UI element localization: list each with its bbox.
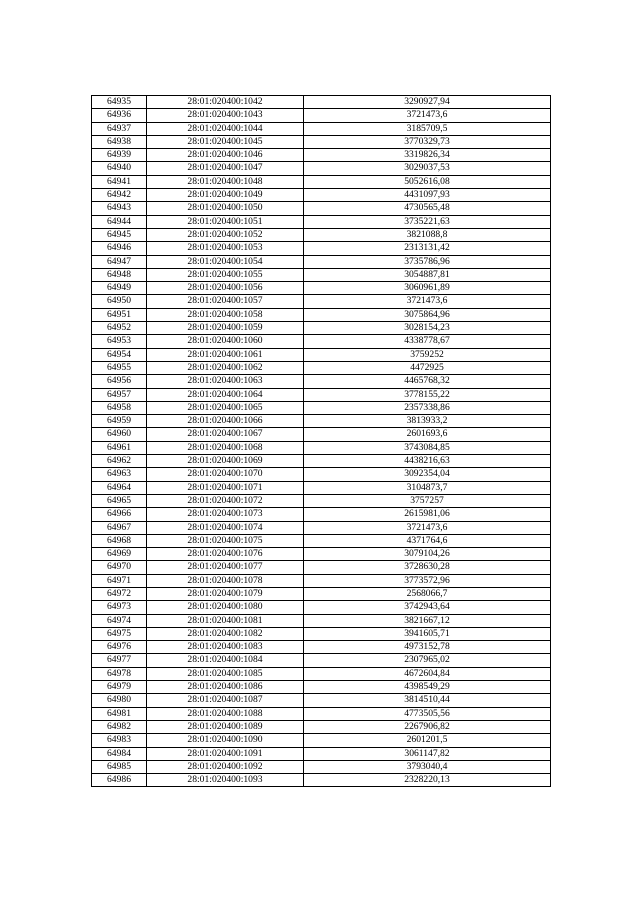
table-row [92, 468, 551, 481]
cadastral-number-cell: 28:01:020400:1052 [147, 228, 304, 241]
cadastral-number-cell: 28:01:020400:1053 [147, 242, 304, 255]
cadastral-value-cell: 4371764,6 [304, 534, 551, 547]
table-row [92, 268, 551, 281]
cadastral-number-cell: 28:01:020400:1084 [147, 654, 304, 667]
cadastral-value-cell: 2313131,42 [304, 242, 551, 255]
cadastral-number-cell: 28:01:020400:1062 [147, 361, 304, 374]
table-row [92, 415, 551, 428]
table-row [92, 614, 551, 627]
row-number-cell: 64948 [92, 268, 147, 281]
row-number-cell: 64935 [92, 96, 147, 109]
row-number-cell: 64969 [92, 548, 147, 561]
cadastral-number-cell: 28:01:020400:1089 [147, 720, 304, 733]
row-number-cell: 64983 [92, 734, 147, 747]
table-row [92, 548, 551, 561]
row-number-cell: 64951 [92, 308, 147, 321]
cadastral-number-cell: 28:01:020400:1051 [147, 215, 304, 228]
table-row [92, 282, 551, 295]
cadastral-number-cell: 28:01:020400:1076 [147, 548, 304, 561]
table-row [92, 720, 551, 733]
table-row [92, 215, 551, 228]
cadastral-number-cell: 28:01:020400:1056 [147, 282, 304, 295]
cadastral-value-cell: 3813933,2 [304, 415, 551, 428]
cadastral-value-cell: 3743084,85 [304, 441, 551, 454]
cadastral-value-cell: 3793040,4 [304, 760, 551, 773]
cadastral-value-cell: 4338778,67 [304, 335, 551, 348]
table-row [92, 747, 551, 760]
row-number-cell: 64955 [92, 361, 147, 374]
cadastral-value-cell: 3319826,34 [304, 149, 551, 162]
cadastral-number-cell: 28:01:020400:1044 [147, 122, 304, 135]
cadastral-value-cell: 3735221,63 [304, 215, 551, 228]
row-number-cell: 64982 [92, 720, 147, 733]
row-number-cell: 64972 [92, 587, 147, 600]
cadastral-number-cell: 28:01:020400:1064 [147, 388, 304, 401]
row-number-cell: 64952 [92, 322, 147, 335]
row-number-cell: 64945 [92, 228, 147, 241]
row-number-cell: 64976 [92, 641, 147, 654]
row-number-cell: 64975 [92, 627, 147, 640]
cadastral-number-cell: 28:01:020400:1065 [147, 401, 304, 414]
cadastral-value-cell: 3079104,26 [304, 548, 551, 561]
row-number-cell: 64979 [92, 681, 147, 694]
row-number-cell: 64970 [92, 561, 147, 574]
row-number-cell: 64985 [92, 760, 147, 773]
cadastral-number-cell: 28:01:020400:1082 [147, 627, 304, 640]
cadastral-value-cell: 4398549,29 [304, 681, 551, 694]
row-number-cell: 64959 [92, 415, 147, 428]
cadastral-number-cell: 28:01:020400:1055 [147, 268, 304, 281]
cadastral-value-cell: 3728630,28 [304, 561, 551, 574]
cadastral-value-cell: 3735786,96 [304, 255, 551, 268]
table-row [92, 627, 551, 640]
row-number-cell: 64953 [92, 335, 147, 348]
table-row [92, 455, 551, 468]
cadastral-value-cell: 2615981,06 [304, 508, 551, 521]
row-number-cell: 64964 [92, 481, 147, 494]
table-row [92, 189, 551, 202]
row-number-cell: 64949 [92, 282, 147, 295]
cadastral-number-cell: 28:01:020400:1067 [147, 428, 304, 441]
table-row [92, 561, 551, 574]
cadastral-number-cell: 28:01:020400:1058 [147, 308, 304, 321]
table-row [92, 641, 551, 654]
cadastral-value-cell: 3814510,44 [304, 694, 551, 707]
row-number-cell: 64946 [92, 242, 147, 255]
row-number-cell: 64962 [92, 455, 147, 468]
row-number-cell: 64939 [92, 149, 147, 162]
table-row [92, 348, 551, 361]
cadastral-value-cell: 2267906,82 [304, 720, 551, 733]
table-row [92, 681, 551, 694]
cadastral-value-cell: 3773572,96 [304, 574, 551, 587]
table-row [92, 175, 551, 188]
cadastral-value-cell: 3060961,89 [304, 282, 551, 295]
cadastral-value-cell: 3821088,8 [304, 228, 551, 241]
table-row [92, 774, 551, 787]
row-number-cell: 64936 [92, 109, 147, 122]
cadastral-value-cell: 3061147,82 [304, 747, 551, 760]
cadastral-value-cell: 3742943,64 [304, 601, 551, 614]
cadastral-number-cell: 28:01:020400:1080 [147, 601, 304, 614]
cadastral-value-cell: 3075864,96 [304, 308, 551, 321]
cadastral-value-cell: 3757257 [304, 494, 551, 507]
table-row [92, 255, 551, 268]
cadastral-value-cell: 4773505,56 [304, 707, 551, 720]
row-number-cell: 64980 [92, 694, 147, 707]
row-number-cell: 64974 [92, 614, 147, 627]
cadastral-value-cell: 3721473,6 [304, 295, 551, 308]
table-row [92, 508, 551, 521]
cadastral-value-cell: 4973152,78 [304, 641, 551, 654]
row-number-cell: 64954 [92, 348, 147, 361]
cadastral-value-cell: 3721473,6 [304, 109, 551, 122]
cadastral-value-cell: 4431097,93 [304, 189, 551, 202]
table-row [92, 202, 551, 215]
cadastral-value-cell: 3770329,73 [304, 135, 551, 148]
cadastral-number-cell: 28:01:020400:1093 [147, 774, 304, 787]
row-number-cell: 64937 [92, 122, 147, 135]
row-number-cell: 64971 [92, 574, 147, 587]
row-number-cell: 64977 [92, 654, 147, 667]
table-row [92, 335, 551, 348]
row-number-cell: 64941 [92, 175, 147, 188]
row-number-cell: 64965 [92, 494, 147, 507]
table-body [92, 96, 551, 787]
cadastral-value-cell: 3054887,81 [304, 268, 551, 281]
table-row [92, 481, 551, 494]
cadastral-number-cell: 28:01:020400:1087 [147, 694, 304, 707]
table-row [92, 734, 551, 747]
row-number-cell: 64938 [92, 135, 147, 148]
cadastral-value-cell: 3290927,94 [304, 96, 551, 109]
table-row [92, 707, 551, 720]
table-row [92, 162, 551, 175]
cadastral-number-cell: 28:01:020400:1048 [147, 175, 304, 188]
cadastral-number-cell: 28:01:020400:1071 [147, 481, 304, 494]
cadastral-value-cell: 2307965,02 [304, 654, 551, 667]
row-number-cell: 64967 [92, 521, 147, 534]
table-row [92, 96, 551, 109]
cadastral-value-table [91, 95, 551, 787]
cadastral-value-cell: 3092354,04 [304, 468, 551, 481]
table-row [92, 308, 551, 321]
cadastral-number-cell: 28:01:020400:1079 [147, 587, 304, 600]
cadastral-value-cell: 3185709,5 [304, 122, 551, 135]
table-row [92, 322, 551, 335]
row-number-cell: 64966 [92, 508, 147, 521]
row-number-cell: 64978 [92, 667, 147, 680]
table-row [92, 375, 551, 388]
cadastral-number-cell: 28:01:020400:1092 [147, 760, 304, 773]
cadastral-value-cell: 3778155,22 [304, 388, 551, 401]
cadastral-number-cell: 28:01:020400:1081 [147, 614, 304, 627]
document-page [91, 95, 550, 787]
row-number-cell: 64963 [92, 468, 147, 481]
cadastral-value-cell: 5052616,08 [304, 175, 551, 188]
cadastral-number-cell: 28:01:020400:1086 [147, 681, 304, 694]
cadastral-number-cell: 28:01:020400:1072 [147, 494, 304, 507]
cadastral-number-cell: 28:01:020400:1042 [147, 96, 304, 109]
cadastral-value-cell: 3821667,12 [304, 614, 551, 627]
cadastral-number-cell: 28:01:020400:1049 [147, 189, 304, 202]
table-row [92, 534, 551, 547]
cadastral-number-cell: 28:01:020400:1069 [147, 455, 304, 468]
cadastral-number-cell: 28:01:020400:1073 [147, 508, 304, 521]
cadastral-value-cell: 2568066,7 [304, 587, 551, 600]
table-row [92, 654, 551, 667]
cadastral-number-cell: 28:01:020400:1078 [147, 574, 304, 587]
table-row [92, 694, 551, 707]
row-number-cell: 64984 [92, 747, 147, 760]
cadastral-value-cell: 3029037,53 [304, 162, 551, 175]
row-number-cell: 64943 [92, 202, 147, 215]
cadastral-value-cell: 4465768,32 [304, 375, 551, 388]
row-number-cell: 64940 [92, 162, 147, 175]
row-number-cell: 64968 [92, 534, 147, 547]
cadastral-number-cell: 28:01:020400:1050 [147, 202, 304, 215]
table-row [92, 760, 551, 773]
row-number-cell: 64981 [92, 707, 147, 720]
table-row [92, 574, 551, 587]
table-row [92, 667, 551, 680]
cadastral-value-cell: 2601201,5 [304, 734, 551, 747]
table-row [92, 494, 551, 507]
table-row [92, 388, 551, 401]
table-row [92, 122, 551, 135]
cadastral-number-cell: 28:01:020400:1061 [147, 348, 304, 361]
cadastral-value-cell: 4438216,63 [304, 455, 551, 468]
cadastral-number-cell: 28:01:020400:1070 [147, 468, 304, 481]
cadastral-number-cell: 28:01:020400:1043 [147, 109, 304, 122]
cadastral-number-cell: 28:01:020400:1057 [147, 295, 304, 308]
table-row [92, 242, 551, 255]
cadastral-value-cell: 4672604,84 [304, 667, 551, 680]
row-number-cell: 64973 [92, 601, 147, 614]
cadastral-value-cell: 4472925 [304, 361, 551, 374]
row-number-cell: 64961 [92, 441, 147, 454]
cadastral-value-cell: 3104873,7 [304, 481, 551, 494]
table-row [92, 295, 551, 308]
cadastral-value-cell: 3721473,6 [304, 521, 551, 534]
cadastral-number-cell: 28:01:020400:1090 [147, 734, 304, 747]
cadastral-number-cell: 28:01:020400:1085 [147, 667, 304, 680]
cadastral-number-cell: 28:01:020400:1059 [147, 322, 304, 335]
cadastral-number-cell: 28:01:020400:1060 [147, 335, 304, 348]
table-row [92, 601, 551, 614]
row-number-cell: 64986 [92, 774, 147, 787]
cadastral-value-cell: 2357338,86 [304, 401, 551, 414]
cadastral-number-cell: 28:01:020400:1068 [147, 441, 304, 454]
cadastral-number-cell: 28:01:020400:1083 [147, 641, 304, 654]
table-row [92, 401, 551, 414]
cadastral-number-cell: 28:01:020400:1075 [147, 534, 304, 547]
cadastral-value-cell: 3759252 [304, 348, 551, 361]
table-row [92, 228, 551, 241]
cadastral-number-cell: 28:01:020400:1047 [147, 162, 304, 175]
table-row [92, 149, 551, 162]
row-number-cell: 64944 [92, 215, 147, 228]
table-row [92, 361, 551, 374]
row-number-cell: 64957 [92, 388, 147, 401]
row-number-cell: 64947 [92, 255, 147, 268]
row-number-cell: 64958 [92, 401, 147, 414]
table-row [92, 587, 551, 600]
cadastral-number-cell: 28:01:020400:1077 [147, 561, 304, 574]
cadastral-value-cell: 3941605,71 [304, 627, 551, 640]
cadastral-number-cell: 28:01:020400:1046 [147, 149, 304, 162]
row-number-cell: 64956 [92, 375, 147, 388]
cadastral-number-cell: 28:01:020400:1074 [147, 521, 304, 534]
cadastral-number-cell: 28:01:020400:1066 [147, 415, 304, 428]
cadastral-value-cell: 2328220,13 [304, 774, 551, 787]
cadastral-number-cell: 28:01:020400:1063 [147, 375, 304, 388]
cadastral-value-cell: 3028154,23 [304, 322, 551, 335]
cadastral-number-cell: 28:01:020400:1045 [147, 135, 304, 148]
row-number-cell: 64960 [92, 428, 147, 441]
cadastral-value-cell: 2601693,6 [304, 428, 551, 441]
cadastral-number-cell: 28:01:020400:1088 [147, 707, 304, 720]
cadastral-number-cell: 28:01:020400:1054 [147, 255, 304, 268]
cadastral-number-cell: 28:01:020400:1091 [147, 747, 304, 760]
row-number-cell: 64942 [92, 189, 147, 202]
row-number-cell: 64950 [92, 295, 147, 308]
cadastral-value-cell: 4730565,48 [304, 202, 551, 215]
table-row [92, 428, 551, 441]
table-row [92, 521, 551, 534]
table-row [92, 109, 551, 122]
table-row [92, 441, 551, 454]
table-row [92, 135, 551, 148]
